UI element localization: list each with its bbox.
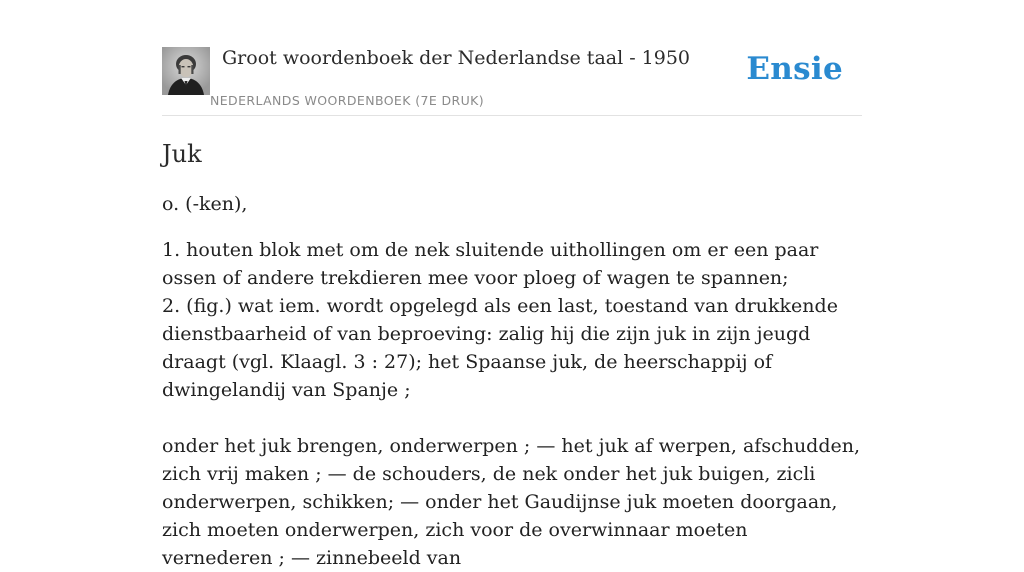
usage-examples: onder het juk brengen, onderwerpen ; — het juk af werpen, afschudden, zich vrij maken ; — de schouders, de nek onder het juk buigen, zicli onderwerpen, schikken; — onder het Gaudijnse juk moeten doorgaan, zich moeten onderwerpen, zich voor de overwinnaar moeten vernederen ; — zinnebeeld van: [162, 435, 861, 569]
entry-content: [162, 138, 862, 572]
source-subtitle[interactable]: NEDERLANDS WOORDENBOEK (7E DRUK): [210, 93, 485, 108]
definition-item: 1. houten blok met om de nek sluitende uithollingen om er een paar ossen of andere trekdieren mee voor ploeg of wagen te spannen;: [162, 239, 819, 289]
definition-list: [162, 236, 862, 404]
ensie-logo[interactable]: Ensie: [746, 51, 843, 87]
grammar-info: o. (-ken),: [162, 193, 248, 215]
definition-item: 2. (fig.) wat iem. wordt opgelegd als een last, toestand van drukkende dienstbaarheid of van beproeving: zalig hij die zijn juk in zijn jeugd draagt (vgl. Klaagl. 3 : 27); het Spaanse juk, de heerschappij of dwingelandij van Spanje ;: [162, 295, 838, 401]
headword: Juk: [162, 140, 202, 168]
source-title[interactable]: Groot woordenboek der Nederlandse taal - 1950: [222, 47, 691, 69]
author-portrait-icon[interactable]: [162, 47, 210, 95]
site-header: [162, 0, 862, 116]
